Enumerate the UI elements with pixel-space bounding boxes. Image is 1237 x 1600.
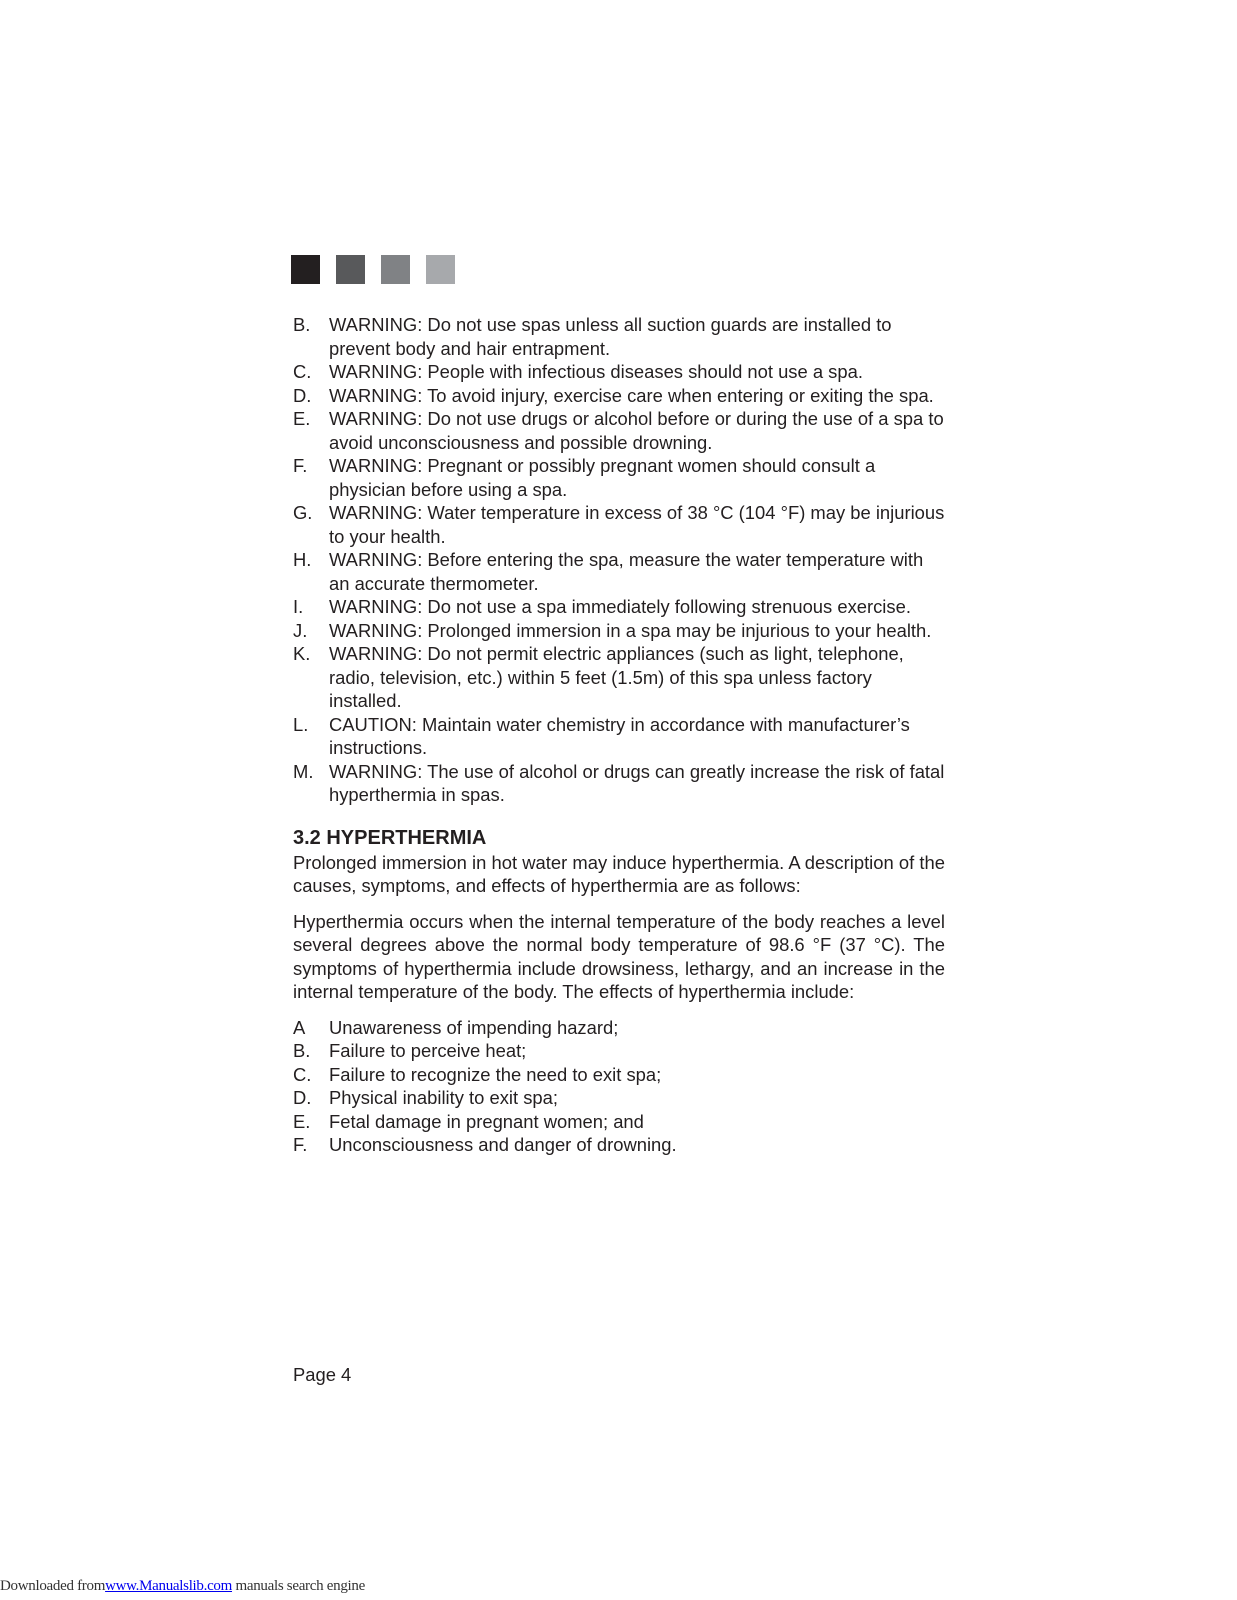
list-item: B. Failure to perceive heat; — [293, 1040, 527, 1061]
paragraph-description: Hyperthermia occurs when the internal temperature of the body reaches a level several degrees above the normal body temperature of 98.6 °F (37 °C). The symptoms of hyperthermia include drowsiness, lethargy, and an increase in the internal temperature of the body. The effects of hyperthermia include: — [293, 910, 945, 1002]
page-number: Page 4 — [293, 1364, 352, 1385]
square-3 — [381, 255, 410, 284]
page-content — [293, 313, 945, 1157]
list-item: F. WARNING: Pregnant or possibly pregnant women should consult a physician before using a spa. — [293, 455, 876, 500]
header-squares — [291, 255, 455, 284]
list-item: L. CAUTION: Maintain water chemistry in accordance with manufacturer’s instructions. — [293, 713, 910, 758]
list-item: M. WARNING: The use of alcohol or drugs can greatly increase the risk of fatal hyperthermia in spas. — [293, 760, 945, 805]
list-item: B. WARNING: Do not use spas unless all suction guards are installed to prevent body and hair entrapment. — [293, 314, 892, 359]
list-item: C. Failure to recognize the need to exit spa; — [293, 1063, 662, 1085]
list-item: E. Fetal damage in pregnant women; and — [293, 1110, 644, 1132]
list-item: H. WARNING: Before entering the spa, measure the water temperature with an accurate thermometer. — [293, 549, 924, 594]
list-item: D. Physical inability to exit spa; — [293, 1087, 558, 1108]
effects-list — [293, 1016, 945, 1157]
list-item: K. WARNING: Do not permit electric appliances (such as light, telephone, radio, television, etc.) within 5 feet (1.5m) of this spa unless factory installed. — [293, 643, 904, 711]
list-item: J. WARNING: Prolonged immersion in a spa may be injurious to your health. — [293, 619, 932, 641]
footer-prefix: Downloaded from — [0, 1578, 106, 1594]
list-item: G. WARNING: Water temperature in excess of 38 °C (104 °F) may be injurious to your health. — [293, 502, 945, 547]
footer-suffix: manuals search engine — [232, 1578, 365, 1594]
square-2 — [336, 255, 365, 284]
paragraph-intro: Prolonged immersion in hot water may induce hyperthermia. A description of the causes, symptoms, and effects of hyperthermia are as follows: — [293, 851, 945, 896]
list-item: A Unawareness of impending hazard; — [293, 1016, 619, 1038]
list-item: D. WARNING: To avoid injury, exercise care when entering or exiting the spa. — [293, 384, 934, 406]
list-item: E. WARNING: Do not use drugs or alcohol before or during the use of a spa to avoid unconsciousness and possible drowning. — [293, 408, 944, 453]
square-1 — [291, 255, 320, 284]
warning-list — [293, 313, 945, 807]
list-item: C. WARNING: People with infectious diseases should not use a spa. — [293, 361, 863, 382]
list-item: I. WARNING: Do not use a spa immediately following strenuous exercise. — [293, 596, 911, 617]
download-footer — [0, 1578, 365, 1595]
manualslib-link[interactable]: www.Manualslib.com — [105, 1578, 233, 1594]
square-4 — [426, 255, 455, 284]
section-heading: 3.2 HYPERTHERMIA — [293, 826, 487, 849]
list-item: F. Unconsciousness and danger of drowning. — [293, 1134, 677, 1155]
